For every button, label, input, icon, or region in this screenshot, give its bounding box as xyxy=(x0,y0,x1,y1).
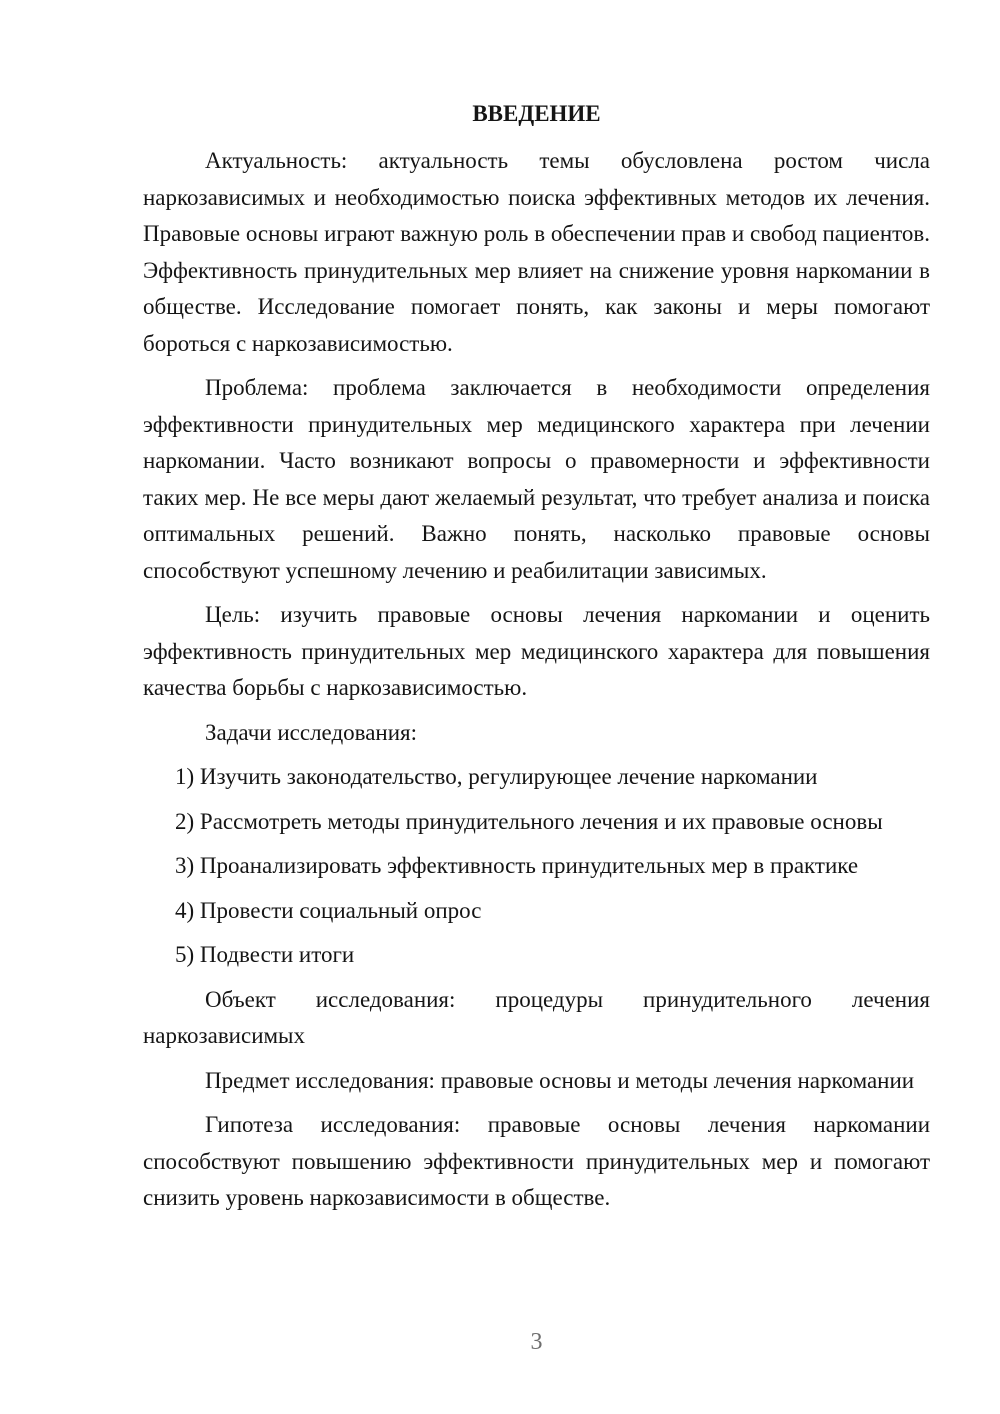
paragraph-problema: Проблема: проблема заключается в необходимости определения эффективности принудительных мер медицинского характера при лечении наркомании. Часто возникают вопросы о правомерности и эффективности таких мер. Не все меры дают желаемый результат, что требует анализа и поиска оптимальных решений. Важно понять, насколько правовые основы способствуют успешному лечению и реабилитации зависимых. xyxy=(143,375,930,583)
paragraph-zadachi-heading: Задачи исследования: xyxy=(205,719,418,745)
list-item-5: 5) Подвести итоги xyxy=(175,942,355,967)
paragraph-obekt: Объект исследования: процедуры принудительного лечения наркозависимых xyxy=(143,986,930,1048)
list-item-3: 3) Проанализировать эффективность принудительных мер в практике xyxy=(175,853,859,878)
page-title: ВВЕДЕНИЕ xyxy=(472,101,601,126)
list-item-2: 2) Рассмотреть методы принудительного лечения и их правовые основы xyxy=(175,808,883,834)
paragraph-cel: Цель: изучить правовые основы лечения наркомании и оценить эффективность принудительных мер медицинского характера для повышения качества борьбы с наркозависимостью. xyxy=(143,602,930,700)
paragraph-aktualnost: Актуальность: актуальность темы обусловлена ростом числа наркозависимых и необходимостью поиска эффективных методов их лечения. Правовые основы играют важную роль в обеспечении прав и свобод пациентов. Эффективность принудительных мер влияет на снижение уровня наркомании в обществе. Исследование помогает понять, как законы и меры помогают бороться с наркозависимостью. xyxy=(143,148,930,356)
text-block xyxy=(143,96,930,1225)
paragraph-gipoteza: Гипотеза исследования: правовые основы лечения наркомании способствуют повышению эффективности принудительных мер и помогают снизить уровень наркозависимости в обществе. xyxy=(143,1112,930,1210)
list-item-1: 1) Изучить законодательство, регулирующее лечение наркомании xyxy=(175,764,818,789)
list-item-4: 4) Провести социальный опрос xyxy=(175,897,482,923)
paragraph-predmet: Предмет исследования: правовые основы и методы лечения наркомании xyxy=(205,1067,915,1093)
page-number-footer: 3 xyxy=(530,1329,543,1355)
